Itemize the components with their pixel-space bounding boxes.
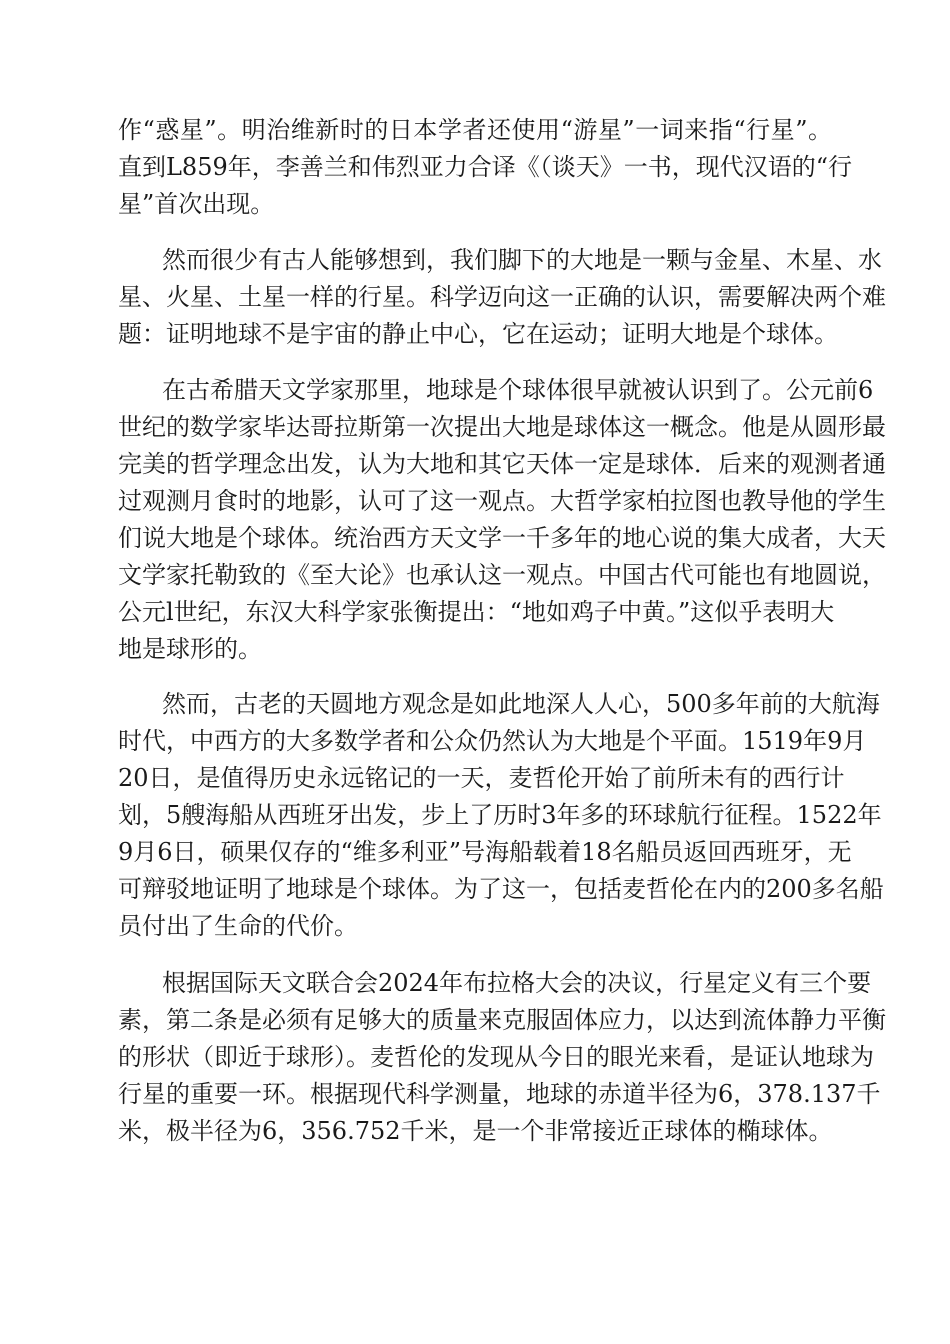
paragraph-line: 在古希腊天文学家那里，地球是个球体很早就被认识到了。公元前6: [162, 376, 874, 404]
paragraph-line: 划，5艘海船从西班牙出发，步上了历时3年多的环球航行征程。1522年: [118, 801, 882, 829]
paragraph-line: 文学家托勒致的《至大论》也承认这一观点。中国古代可能也有地圆说，: [118, 561, 886, 589]
paragraph-line: 公元l世纪，东汉大科学家张衡提出：“地如鸡子中黄。”这似乎表明大: [118, 598, 835, 626]
paragraph-line: 完美的哲学理念出发，认为大地和其它天体一定是球体．后来的观测者通: [118, 450, 886, 478]
paragraph-line: 过观测月食时的地影，认可了这一观点。大哲学家柏拉图也教导他的学生: [118, 487, 886, 515]
paragraph-line: 米，极半径为6，356.752千米，是一个非常接近正球体的椭球体。: [118, 1117, 833, 1145]
paragraph-line: 根据国际天文联合会2024年布拉格大会的决议，行星定义有三个要: [162, 969, 872, 997]
paragraph-line: 可辩驳地证明了地球是个球体。为了这一，包括麦哲伦在内的200多名船: [118, 875, 884, 903]
paragraph-line: 星、火星、土星一样的行星。科学迈向这一正确的认识，需要解决两个难: [118, 283, 886, 311]
paragraph-line: 行星的重要一环。根据现代科学测量，地球的赤道半径为6，378.137千: [118, 1080, 881, 1108]
paragraph-line: 20日，是值得历史永远铭记的一天，麦哲伦开始了前所未有的西行计: [118, 764, 845, 792]
paragraph-line: 星”首次出现。: [118, 190, 275, 218]
paragraph-line: 的形状（即近于球形）。麦哲伦的发现从今日的眼光来看，是证认地球为: [118, 1043, 874, 1071]
paragraph-line: 9月6日，硕果仅存的“维多利亚”号海船载着18名船员返回西班牙，无: [118, 838, 852, 866]
paragraph-line: 地是球形的。: [118, 635, 262, 663]
paragraph-line: 素，第二条是必须有足够大的质量来克服固体应力，以达到流体静力平衡: [118, 1006, 886, 1034]
paragraph-line: 题：证明地球不是宇宙的静止中心，它在运动；证明大地是个球体。: [118, 320, 838, 348]
paragraph-line: 作“惑星”。明治维新时的日本学者还使用“游星”一词来指“行星”。: [118, 116, 832, 144]
paragraph-line: 员付出了生命的代价。: [118, 912, 358, 940]
paragraph-line: 时代，中西方的大多数学者和公众仍然认为大地是个平面。1519年9月: [118, 727, 867, 755]
paragraph-line: 然而，古老的天圆地方观念是如此地深人人心，500多年前的大航海: [162, 690, 880, 718]
paragraph-line: 们说大地是个球体。统治西方天文学一千多年的地心说的集大成者，大天: [118, 524, 886, 552]
paragraph-line: 然而很少有古人能够想到，我们脚下的大地是一颗与金星、木星、水: [162, 246, 882, 274]
paragraph-line: 直到L859年，李善兰和伟烈亚力合译《（谈天》一书，现代汉语的“行: [118, 153, 853, 181]
paragraph-line: 世纪的数学家毕达哥拉斯第一次提出大地是球体这一概念。他是从圆形最: [118, 413, 886, 441]
